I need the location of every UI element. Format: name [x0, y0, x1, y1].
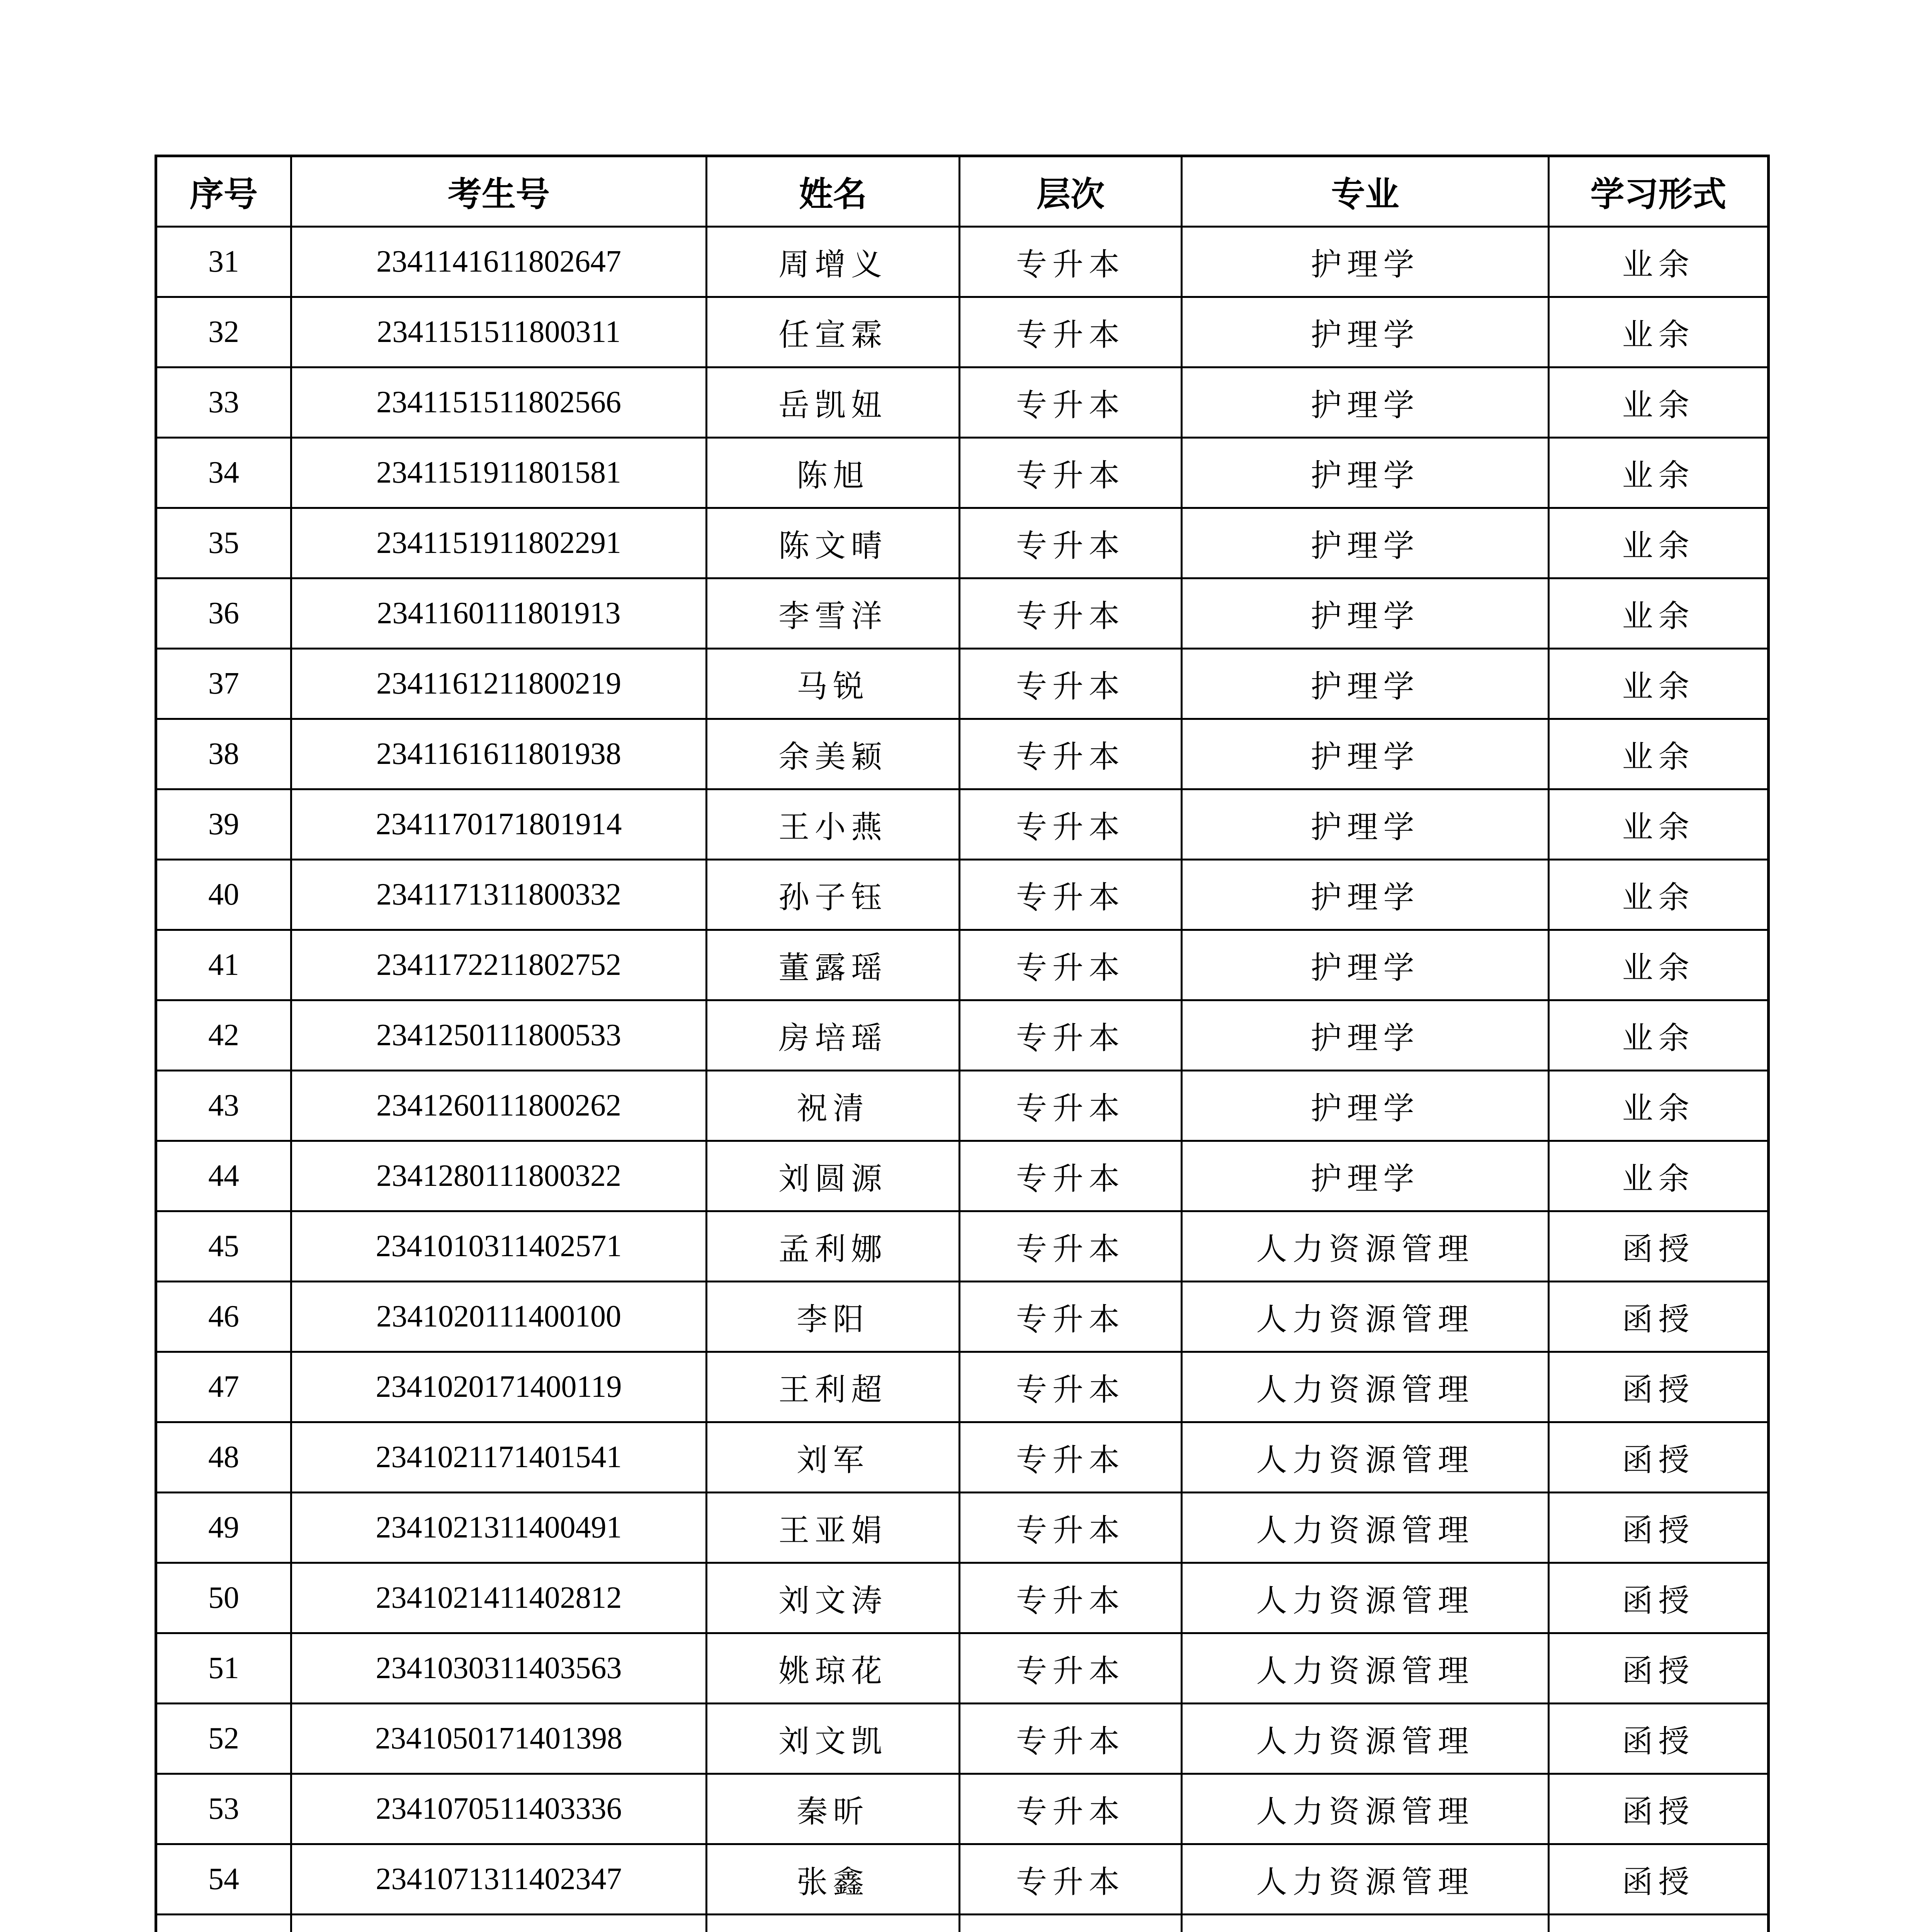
cell-index: 48 [156, 1422, 291, 1493]
cell-level: 专升本 [960, 1563, 1182, 1633]
cell-name: 秦昕 [707, 1774, 960, 1844]
cell-study-mode: 业余 [1549, 297, 1769, 367]
cell-level: 专升本 [960, 649, 1182, 719]
cell-level: 专升本 [960, 438, 1182, 508]
cell-candidate-number: 2341170171801914 [291, 789, 707, 860]
cell-level: 专升本 [960, 1141, 1182, 1211]
cell-index: 40 [156, 860, 291, 930]
cell-level: 专升本 [960, 1844, 1182, 1915]
cell-index: 46 [156, 1282, 291, 1352]
cell-candidate-number: 2341070511403336 [291, 1774, 707, 1844]
cell-index: 35 [156, 508, 291, 578]
cell-index: 50 [156, 1563, 291, 1633]
table-row [156, 1422, 1769, 1493]
cell-candidate-number: 2341151911801581 [291, 438, 707, 508]
cell-candidate-number: 2341260111800262 [291, 1071, 707, 1141]
cell-name: 刘圆源 [707, 1141, 960, 1211]
cell-major: 人力资源管理 [1182, 1563, 1549, 1633]
cell-level: 专升本 [960, 860, 1182, 930]
cell-level: 专升本 [960, 719, 1182, 789]
cell-index: 45 [156, 1211, 291, 1282]
cell-study-mode: 业余 [1549, 719, 1769, 789]
cell-index: 32 [156, 297, 291, 367]
cell-major [1182, 1915, 1549, 1932]
cell-level: 专升本 [960, 297, 1182, 367]
cell-name: 李阳 [707, 1282, 960, 1352]
cell-index: 38 [156, 719, 291, 789]
cell-candidate-number: 2341020171400119 [291, 1352, 707, 1422]
cell-major: 人力资源管理 [1182, 1282, 1549, 1352]
cell-name: 祝清 [707, 1071, 960, 1141]
table-row [156, 508, 1769, 578]
cell-candidate-number: 2341172211802752 [291, 930, 707, 1000]
cell-level [960, 1915, 1182, 1932]
cell-name: 周增义 [707, 227, 960, 297]
cell-candidate-number: 2341250111800533 [291, 1000, 707, 1071]
cell-candidate-number: 2341161611801938 [291, 719, 707, 789]
cell-name: 孙子钰 [707, 860, 960, 930]
header-candidate-number: 考生号 [291, 156, 707, 227]
header-level: 层次 [960, 156, 1182, 227]
cell-level: 专升本 [960, 227, 1182, 297]
cell-study-mode: 函授 [1549, 1493, 1769, 1563]
student-roster-table [155, 155, 1770, 1932]
cell-index: 44 [156, 1141, 291, 1211]
cell-name [707, 1915, 960, 1932]
cell-name: 王亚娟 [707, 1493, 960, 1563]
cell-index: 31 [156, 227, 291, 297]
cell-major: 人力资源管理 [1182, 1844, 1549, 1915]
cell-candidate-number: 2341160111801913 [291, 578, 707, 649]
cell-name: 刘文凯 [707, 1704, 960, 1774]
table-row [156, 1633, 1769, 1704]
cell-name: 王小燕 [707, 789, 960, 860]
table-row [156, 578, 1769, 649]
cell-major: 护理学 [1182, 578, 1549, 649]
cell-study-mode: 业余 [1549, 860, 1769, 930]
cell-level: 专升本 [960, 789, 1182, 860]
cell-candidate-number: 2341151511800311 [291, 297, 707, 367]
table-row [156, 1493, 1769, 1563]
cell-level: 专升本 [960, 1000, 1182, 1071]
cell-name: 陈文晴 [707, 508, 960, 578]
cell-level: 专升本 [960, 1352, 1182, 1422]
table-row [156, 438, 1769, 508]
cell-name: 姚琼花 [707, 1633, 960, 1704]
table-row [156, 1704, 1769, 1774]
cell-candidate-number: 2341010311402571 [291, 1211, 707, 1282]
cell-study-mode: 业余 [1549, 930, 1769, 1000]
cell-index: 41 [156, 930, 291, 1000]
cell-level: 专升本 [960, 1422, 1182, 1493]
cell-major: 护理学 [1182, 930, 1549, 1000]
cell-name: 孟利娜 [707, 1211, 960, 1282]
cell-study-mode [1549, 1915, 1769, 1932]
cell-major: 护理学 [1182, 297, 1549, 367]
table-row [156, 1915, 1769, 1932]
cell-level: 专升本 [960, 578, 1182, 649]
cell-candidate-number: 2341021311400491 [291, 1493, 707, 1563]
cell-candidate-number: 2341030311403563 [291, 1633, 707, 1704]
cell-study-mode: 函授 [1549, 1352, 1769, 1422]
cell-index: 34 [156, 438, 291, 508]
cell-index: 53 [156, 1774, 291, 1844]
cell-study-mode: 业余 [1549, 649, 1769, 719]
cell-candidate-number: 2341280111800322 [291, 1141, 707, 1211]
cell-candidate-number: 2341141611802647 [291, 227, 707, 297]
cell-level: 专升本 [960, 1774, 1182, 1844]
cell-major: 护理学 [1182, 719, 1549, 789]
cell-name: 马锐 [707, 649, 960, 719]
cell-study-mode: 函授 [1549, 1422, 1769, 1493]
cell-major: 护理学 [1182, 227, 1549, 297]
cell-study-mode: 业余 [1549, 1000, 1769, 1071]
cell-index: 39 [156, 789, 291, 860]
cell-level: 专升本 [960, 1282, 1182, 1352]
cell-index: 37 [156, 649, 291, 719]
cell-study-mode: 函授 [1549, 1633, 1769, 1704]
cell-study-mode: 函授 [1549, 1282, 1769, 1352]
header-name: 姓名 [707, 156, 960, 227]
cell-study-mode: 业余 [1549, 438, 1769, 508]
cell-name: 陈旭 [707, 438, 960, 508]
table-row [156, 1000, 1769, 1071]
cell-name: 董露瑶 [707, 930, 960, 1000]
cell-candidate-number: 2341171311800332 [291, 860, 707, 930]
cell-level: 专升本 [960, 1633, 1182, 1704]
cell-study-mode: 函授 [1549, 1704, 1769, 1774]
cell-level: 专升本 [960, 1493, 1182, 1563]
cell-major: 护理学 [1182, 367, 1549, 438]
cell-candidate-number: 2341071311402347 [291, 1844, 707, 1915]
table-row [156, 297, 1769, 367]
cell-level: 专升本 [960, 930, 1182, 1000]
cell-level: 专升本 [960, 508, 1182, 578]
table-row [156, 227, 1769, 297]
cell-index: 52 [156, 1704, 291, 1774]
cell-name: 王利超 [707, 1352, 960, 1422]
cell-major: 护理学 [1182, 789, 1549, 860]
cell-name: 任宣霖 [707, 297, 960, 367]
table-row [156, 367, 1769, 438]
cell-level: 专升本 [960, 1211, 1182, 1282]
table-body [156, 227, 1769, 1932]
table-row [156, 1211, 1769, 1282]
cell-study-mode: 业余 [1549, 789, 1769, 860]
cell-candidate-number: 2341020111400100 [291, 1282, 707, 1352]
header-study-mode: 学习形式 [1549, 156, 1769, 227]
cell-major: 人力资源管理 [1182, 1422, 1549, 1493]
cell-candidate-number: 2341151911802291 [291, 508, 707, 578]
cell-major: 护理学 [1182, 1000, 1549, 1071]
cell-level: 专升本 [960, 367, 1182, 438]
cell-index: 33 [156, 367, 291, 438]
cell-major: 护理学 [1182, 860, 1549, 930]
cell-name: 余美颖 [707, 719, 960, 789]
cell-study-mode: 函授 [1549, 1844, 1769, 1915]
table-row [156, 1071, 1769, 1141]
cell-level: 专升本 [960, 1071, 1182, 1141]
table-row [156, 1774, 1769, 1844]
cell-study-mode: 函授 [1549, 1774, 1769, 1844]
cell-index: 49 [156, 1493, 291, 1563]
cell-study-mode: 函授 [1549, 1563, 1769, 1633]
cell-major: 护理学 [1182, 1141, 1549, 1211]
table-row [156, 649, 1769, 719]
cell-study-mode: 业余 [1549, 1141, 1769, 1211]
cell-major: 人力资源管理 [1182, 1704, 1549, 1774]
cell-candidate-number: 2341151511802566 [291, 367, 707, 438]
cell-name: 岳凯妞 [707, 367, 960, 438]
cell-index: 51 [156, 1633, 291, 1704]
cell-major: 护理学 [1182, 438, 1549, 508]
cell-index: 54 [156, 1844, 291, 1915]
header-major: 专业 [1182, 156, 1549, 227]
cell-major: 人力资源管理 [1182, 1493, 1549, 1563]
cell-study-mode: 业余 [1549, 508, 1769, 578]
table-row [156, 930, 1769, 1000]
cell-study-mode: 业余 [1549, 1071, 1769, 1141]
cell-level: 专升本 [960, 1704, 1182, 1774]
cell-index: 43 [156, 1071, 291, 1141]
table-row [156, 1563, 1769, 1633]
cell-major: 人力资源管理 [1182, 1211, 1549, 1282]
table-header-row [156, 156, 1769, 227]
cell-name: 张鑫 [707, 1844, 960, 1915]
cell-study-mode: 业余 [1549, 227, 1769, 297]
table-row [156, 1282, 1769, 1352]
cell-candidate-number: 2341021411402812 [291, 1563, 707, 1633]
header-index: 序号 [156, 156, 291, 227]
cell-candidate-number: 2341050171401398 [291, 1704, 707, 1774]
cell-name: 刘军 [707, 1422, 960, 1493]
cell-name: 李雪洋 [707, 578, 960, 649]
cell-study-mode: 业余 [1549, 578, 1769, 649]
table-row [156, 789, 1769, 860]
cell-index: 36 [156, 578, 291, 649]
cell-index [156, 1915, 291, 1932]
cell-study-mode: 函授 [1549, 1211, 1769, 1282]
cell-major: 护理学 [1182, 1071, 1549, 1141]
cell-candidate-number: 2341161211800219 [291, 649, 707, 719]
cell-major: 护理学 [1182, 508, 1549, 578]
cell-major: 人力资源管理 [1182, 1774, 1549, 1844]
cell-index: 42 [156, 1000, 291, 1071]
cell-major: 人力资源管理 [1182, 1352, 1549, 1422]
table-row [156, 719, 1769, 789]
cell-major: 护理学 [1182, 649, 1549, 719]
cell-index: 47 [156, 1352, 291, 1422]
cell-candidate-number [291, 1915, 707, 1932]
cell-study-mode: 业余 [1549, 367, 1769, 438]
table-row [156, 1141, 1769, 1211]
cell-candidate-number: 2341021171401541 [291, 1422, 707, 1493]
table-row [156, 1844, 1769, 1915]
table-row [156, 1352, 1769, 1422]
cell-name: 房培瑶 [707, 1000, 960, 1071]
cell-major: 人力资源管理 [1182, 1633, 1549, 1704]
table-row [156, 860, 1769, 930]
cell-name: 刘文涛 [707, 1563, 960, 1633]
